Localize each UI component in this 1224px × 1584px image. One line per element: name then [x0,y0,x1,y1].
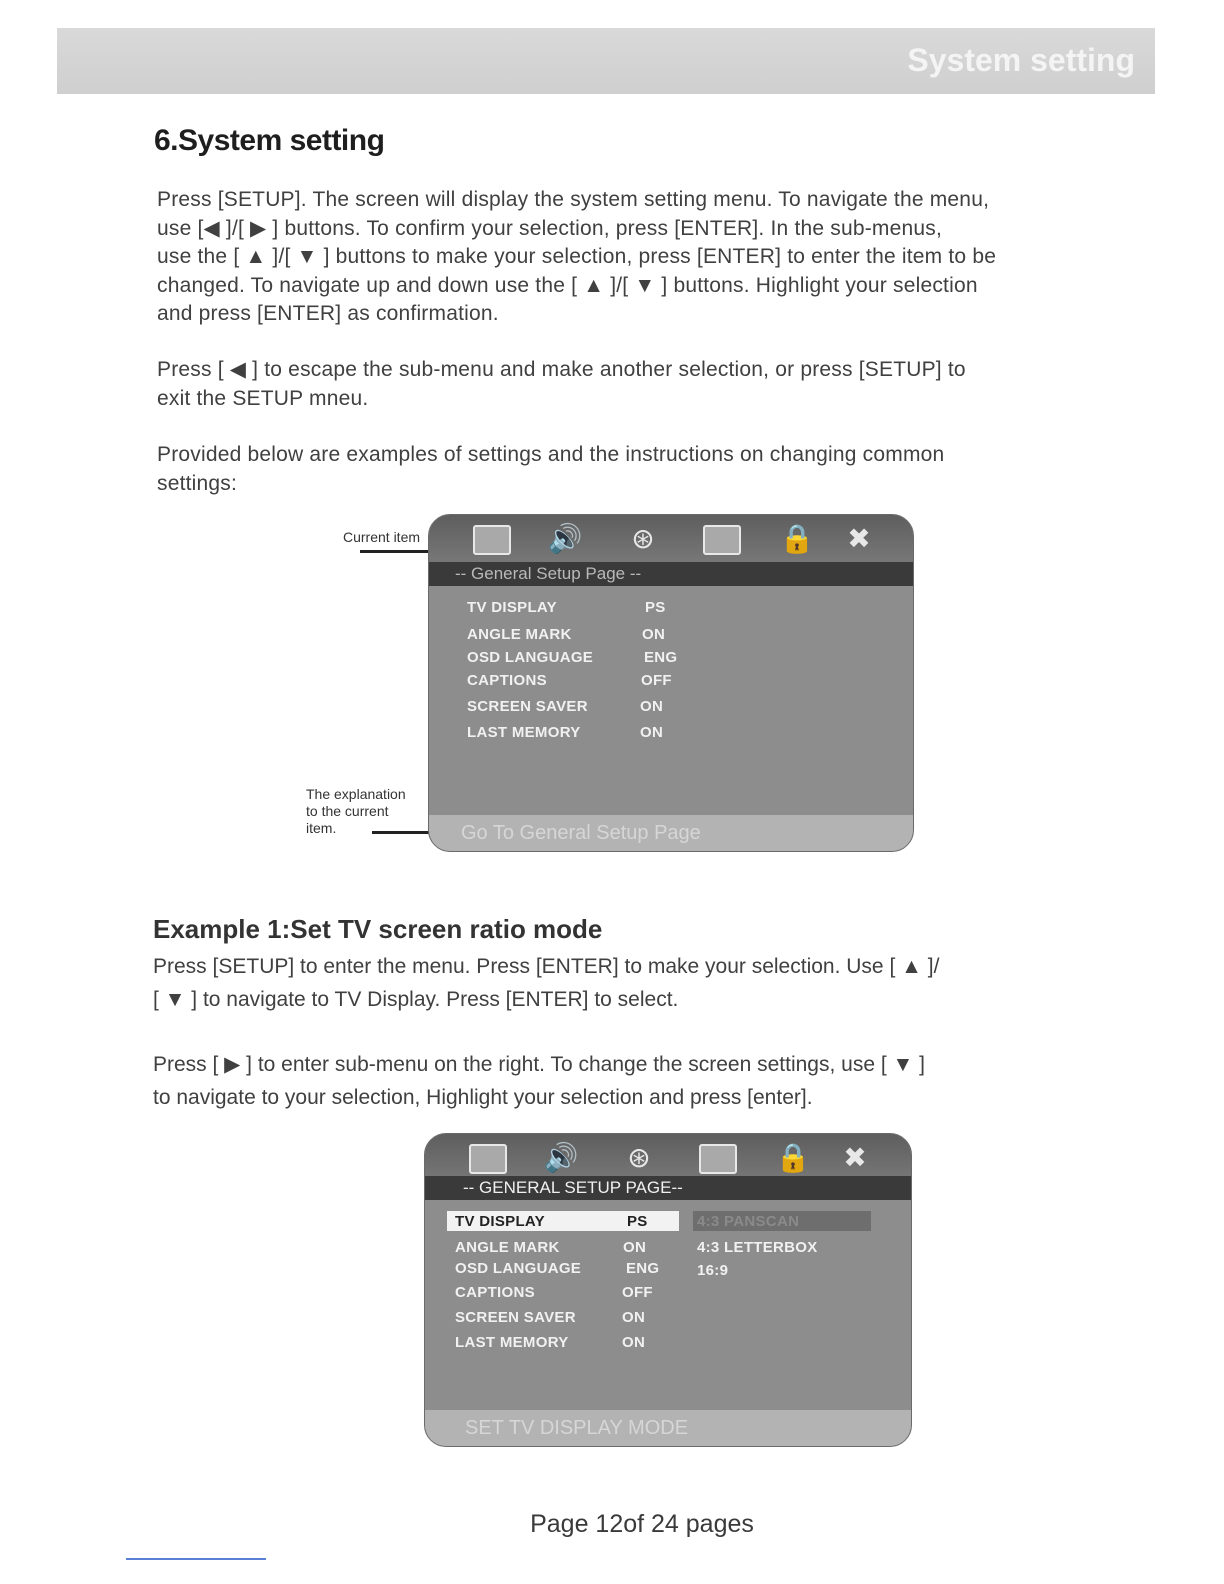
menu-item-value: ON [640,698,664,715]
menu-item-label[interactable]: SCREEN SAVER [467,698,588,715]
audio-speaker-icon[interactable]: 🔊 [543,1142,579,1173]
option-item[interactable]: 4:3 PANSCAN [697,1213,800,1230]
menu-item-label[interactable]: OSD LANGUAGE [467,649,594,666]
menu-item-value: ON [640,724,664,741]
callout-explanation [306,786,406,837]
text-line: settings: [157,471,238,495]
osd-tv-display-menu [424,1133,912,1447]
page-number: Page 12of 24 pages [530,1510,754,1538]
osd-icon-bar [429,515,913,567]
close-icon[interactable]: ✖ [843,1142,867,1173]
text-line: exit the SETUP mneu. [157,386,369,410]
text-line: Press [ ▶ ] to enter sub-menu on the right. To change the screen settings, use [ ▼ ] [153,1053,925,1076]
menu-item-label[interactable]: ANGLE MARK [467,626,572,643]
osd-general-setup-menu [428,514,914,852]
intro-paragraph-2 [157,356,1147,413]
menu-item-label[interactable]: CAPTIONS [467,672,547,689]
osd-footer-hint: Go To General Setup Page [429,815,913,851]
text-line: Press [ ◀ ] to escape the sub-menu and make another selection, or press [SETUP] to [157,358,966,381]
menu-item-value: ON [623,1239,647,1256]
lock-icon[interactable]: 🔒 [779,523,815,554]
menu-item-value: ON [622,1309,646,1326]
menu-item-label[interactable]: LAST MEMORY [467,724,581,741]
preference-icon[interactable] [699,1144,737,1174]
footnote-divider [126,1558,266,1560]
callout-line: The explanation [306,786,406,802]
menu-item-label[interactable]: LAST MEMORY [455,1334,569,1351]
callout-line: to the current [306,803,389,819]
preference-icon[interactable] [703,525,741,555]
section-title: 6.System setting [154,124,385,157]
menu-item-label[interactable]: CAPTIONS [455,1284,535,1301]
osd-footer-hint: SET TV DISPLAY MODE [425,1410,911,1446]
menu-item-value: PS [645,599,666,616]
osd-page-title: -- General Setup Page -- [429,562,913,586]
menu-item-label[interactable]: SCREEN SAVER [455,1309,576,1326]
text-line: use [◀ ]/[ ▶ ] buttons. To confirm your selection, press [ENTER]. In the sub-menus, [157,216,942,240]
menu-item-value: ON [622,1334,646,1351]
header-bar [57,28,1155,94]
lock-icon[interactable]: 🔒 [775,1142,811,1173]
menu-item-value: ENG [626,1260,660,1277]
text-line: use the [ ▲ ]/[ ▼ ] buttons to make your selection, press [ENTER] to enter the item to be [157,245,997,268]
menu-item-label[interactable]: TV DISPLAY [467,599,557,616]
menu-item-value: ON [642,626,666,643]
text-line: to navigate to your selection, Highlight your selection and press [enter]. [153,1086,813,1109]
example-title: Example 1:Set TV screen ratio mode [153,914,603,944]
video-reel-icon[interactable]: ⊛ [631,523,655,554]
header-title: System setting [907,42,1135,78]
text-line: and press [ENTER] as confirmation. [157,302,499,325]
callout-line: item. [306,820,337,836]
menu-item-label[interactable]: ANGLE MARK [455,1239,560,1256]
osd-page-title: -- GENERAL SETUP PAGE-- [425,1176,911,1200]
text-line: [ ▼ ] to navigate to TV Display. Press [ENTER] to select. [153,988,679,1011]
menu-item-value: OFF [641,672,672,689]
video-reel-icon[interactable]: ⊛ [627,1142,651,1173]
menu-item-label[interactable]: TV DISPLAY [455,1213,545,1230]
example-paragraph-2 [153,1048,1143,1114]
example-paragraph-1 [153,950,1143,1016]
general-setup-icon[interactable] [473,525,511,555]
option-item[interactable]: 16:9 [697,1262,729,1279]
text-line: Press [SETUP] to enter the menu. Press [ENTER] to make your selection. Use [ ▲ ]/ [153,955,940,978]
audio-speaker-icon[interactable]: 🔊 [547,523,583,554]
menu-item-value: OFF [622,1284,653,1301]
intro-paragraph-3 [157,441,1147,498]
menu-item-label[interactable]: OSD LANGUAGE [455,1260,582,1277]
intro-paragraph-1 [157,186,1147,329]
callout-current-item: Current item [343,529,421,545]
option-item[interactable]: 4:3 LETTERBOX [697,1239,818,1256]
text-line: changed. To navigate up and down use the [ ▲ ]/[ ▼ ] buttons. Highlight your selection [157,273,978,297]
menu-item-value: ENG [644,649,678,666]
close-icon[interactable]: ✖ [847,523,871,554]
menu-item-value: PS [627,1213,648,1230]
text-line: Provided below are examples of settings and the instructions on changing common [157,443,945,466]
text-line: Press [SETUP]. The screen will display the system setting menu. To navigate the menu, [157,188,990,211]
general-setup-icon[interactable] [469,1144,507,1174]
